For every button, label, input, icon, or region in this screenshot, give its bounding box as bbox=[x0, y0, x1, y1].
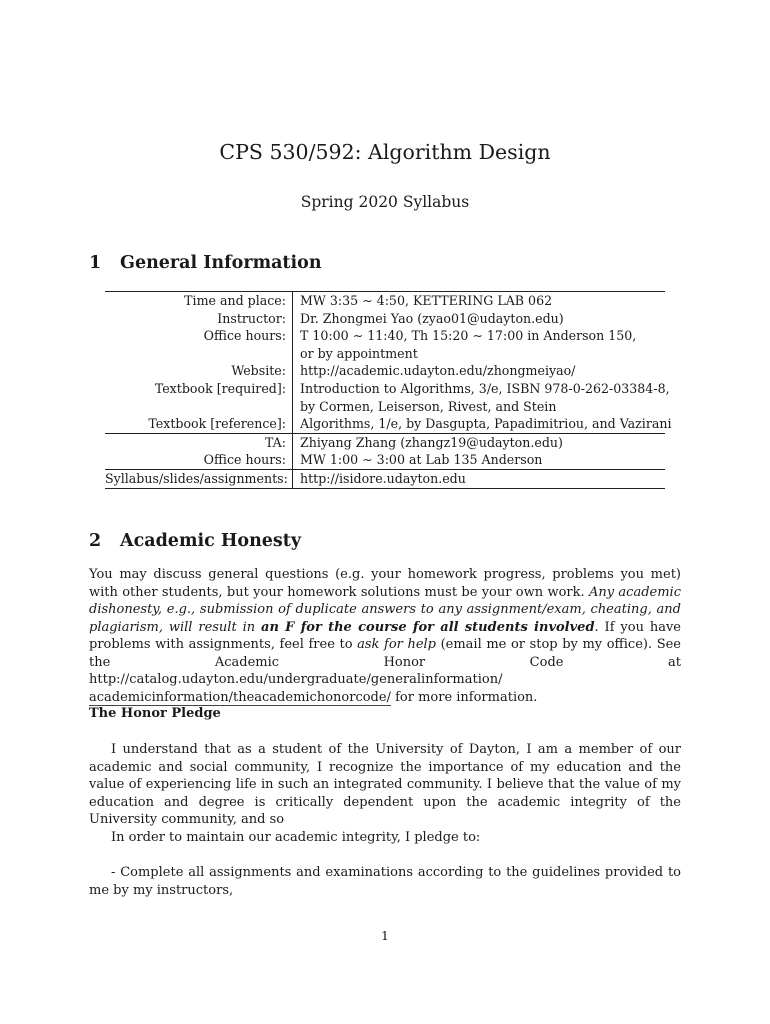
section-number: 1 bbox=[89, 253, 102, 273]
table-row bbox=[105, 380, 670, 398]
row-value: Zhiyang Zhang (zhangz19@udayton.edu) bbox=[300, 434, 563, 450]
table-row bbox=[105, 310, 665, 328]
row-value: Introduction to Algorithms, 3/e, ISBN 978-0-262-03384-8, bbox=[300, 380, 670, 396]
section-general-information bbox=[89, 253, 322, 273]
honor-code-link-line1[interactable]: http://catalog.udayton.edu/undergraduate/generalinformation/ bbox=[89, 672, 503, 687]
table-row bbox=[105, 345, 665, 363]
section-title: General Information bbox=[120, 253, 322, 273]
paragraph-italic-text: ask for help bbox=[357, 637, 436, 652]
row-label: Website: bbox=[105, 362, 293, 380]
honor-pledge-paragraph: In order to maintain our academic integrity, I pledge to: bbox=[111, 830, 481, 845]
paragraph-text: You may discuss general questions (e.g. your homework progress, problems you met) with other students, but your homework solutions must be your own work. bbox=[89, 567, 681, 600]
table-row bbox=[105, 362, 665, 380]
row-value: by Cormen, Leiserson, Rivest, and Stein bbox=[300, 398, 557, 414]
table-row bbox=[105, 327, 665, 345]
honor-code-link-line2[interactable]: academicinformation/theacademichonorcode/ bbox=[89, 689, 391, 705]
row-label: Textbook [required]: bbox=[105, 380, 293, 398]
paragraph-bold-italic-text: an F for the course for all students involved bbox=[261, 619, 595, 635]
honor-pledge-paragraph: I understand that as a student of the University of Dayton, I am a member of our academic and social community, I recognize the importance of my education and the value of experiencing life in such an integrated community. I believe that the value of my education and degree is critically dependent upon the academic integrity of the University community, and so bbox=[89, 742, 681, 827]
row-label: Instructor: bbox=[105, 310, 293, 328]
paragraph-text: (email me or stop by my office). See the Academic Honor Code at bbox=[89, 637, 681, 670]
document-subtitle: Spring 2020 Syllabus bbox=[300, 193, 470, 211]
table-row bbox=[105, 433, 665, 452]
row-label bbox=[105, 398, 293, 416]
honor-pledge-paragraph: - Complete all assignments and examinations according to the guidelines provided to me by my instructors, bbox=[89, 865, 681, 898]
paragraph-text: . If you have problems with assignments, feel free to bbox=[89, 619, 681, 652]
row-label: Syllabus/slides/assignments: bbox=[105, 470, 293, 488]
document-title: CPS 530/592: Algorithm Design bbox=[219, 140, 551, 164]
section-title: Academic Honesty bbox=[120, 531, 302, 551]
section-academic-honesty bbox=[89, 531, 301, 551]
website-link[interactable]: http://academic.udayton.edu/zhongmeiyao/ bbox=[300, 363, 576, 379]
row-value: Algorithms, 1/e, by Dasgupta, Papadimitriou, and Vazirani bbox=[300, 416, 672, 432]
honor-pledge-heading: The Honor Pledge bbox=[89, 706, 221, 721]
isidore-link[interactable]: http://isidore.udayton.edu bbox=[300, 470, 466, 486]
table-row bbox=[105, 415, 672, 433]
paragraph-italic-text: Any academic dishonesty, e.g., submission of duplicate answers to any assignment/exam, cheating, and plagiarism, will result in bbox=[89, 584, 681, 635]
table-row bbox=[105, 398, 665, 416]
general-information-table bbox=[105, 291, 672, 489]
row-label: TA: bbox=[105, 434, 293, 452]
row-value: or by appointment bbox=[300, 345, 418, 361]
academic-honesty-paragraph bbox=[89, 566, 681, 706]
table-row bbox=[105, 469, 665, 488]
section-number: 2 bbox=[89, 531, 102, 551]
row-value: Dr. Zhongmei Yao (zyao01@udayton.edu) bbox=[300, 310, 564, 326]
page-number: 1 bbox=[381, 928, 389, 943]
row-value: MW 3:35 ∼ 4:50, KETTERING LAB 062 bbox=[300, 293, 553, 308]
row-label: Textbook [reference]: bbox=[105, 415, 293, 433]
row-value: T 10:00 ∼ 11:40, Th 15:20 ∼ 17:00 in Anderson 150, bbox=[300, 328, 637, 344]
row-label: Office hours: bbox=[105, 451, 293, 469]
paragraph-text: for more information. bbox=[390, 689, 538, 705]
row-label: Office hours: bbox=[105, 327, 293, 345]
table-row bbox=[105, 292, 665, 310]
row-value: MW 1:00 ∼ 3:00 at Lab 135 Anderson bbox=[300, 452, 543, 468]
row-label bbox=[105, 345, 293, 363]
table-row bbox=[105, 451, 665, 469]
row-label: Time and place: bbox=[105, 292, 293, 310]
